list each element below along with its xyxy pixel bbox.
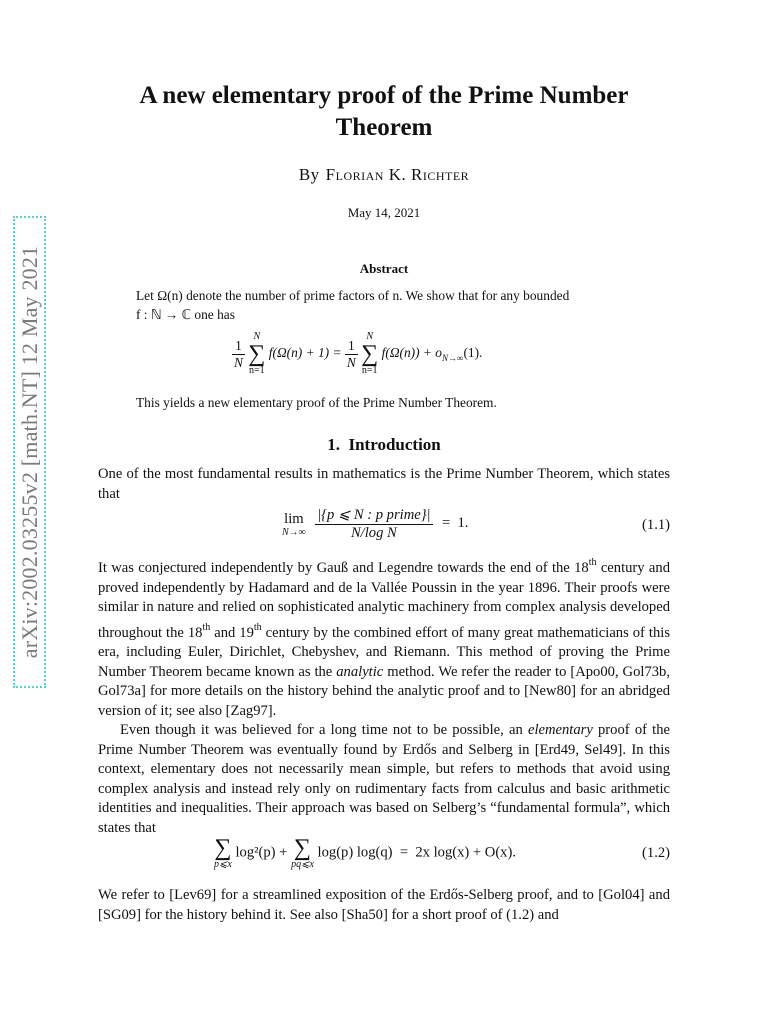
author-line [98, 165, 670, 185]
abstract-eq-rhs-sub: N→∞ [442, 352, 464, 363]
arxiv-stamp[interactable] [13, 216, 46, 688]
paper-title: A new elementary proof of the Prime Number Theorem [139, 82, 629, 141]
abstract-text [136, 286, 636, 324]
abstract-eq-rhs-term: f(Ω(n)) + o [381, 345, 443, 361]
section-heading [98, 435, 670, 455]
eq12-sum-2: ∑ pq⩽x [291, 835, 314, 870]
abstract-eq-frac-left: $\frac{1}{N}$ [234, 337, 243, 370]
abstract-equation [232, 332, 482, 376]
equation-1-2 [98, 836, 670, 882]
eq12-label: (1.2) [642, 845, 670, 861]
abstract-heading: Abstract [359, 261, 409, 276]
paper-date: May 14, 2021 [347, 205, 421, 220]
abstract-eq-sum-left: N ∑ n=1 [248, 331, 266, 376]
eq11-rhs: = 1. [441, 515, 469, 532]
intro-paragraph-4: We refer to [Lev69] for a streamlined exposition of the Erdős-Selberg proof, and to [Gol04] and [SG09] for the history behind it. See also [Sha50] for a short proof of (1.2) and [98, 887, 670, 923]
section-number: 1. [327, 435, 340, 454]
eq11-fraction: $\frac{\text{|\{p ⩽ N : p prime\}|}}{\text{N/log N}}$ [317, 507, 431, 541]
abstract-line-2: f : ℕ → ℂ one has [136, 307, 235, 322]
intro-paragraph-2: It was conjectured independently by Gauß and Legendre towards the end of the 18th century and proved independently by Hadamard and de la Vallée Poussin in the year 1896. Their proofs were similar in nature and relied on sophisticated analytic machinery from complex analysis developed throughout the 18th and 19th century by the combined effort of many great mathematicians of this era, including Euler, Dirichlet, Chebyshev, and Riemann. This method of proving the Prime Number Theorem became known as the analytic method. We refer the reader to [Apo00, Gol73b, Gol73a] for more details on the history behind the analytic proof and to [New80] for an abridged version of it; see also [Zag97]. Even though it was believed for a long time not to be possible, an elementary proof of the Prime Number Theorem was eventually found by Erdős and Selberg in [Erd49, Sel49]. In this context, elementary does not necessarily mean simple, but refers to methods that avoid using complex analysis and instead rely only on rudimentary facts from calculus and basic arithmetic identities and inequalities. Their approach was based on Selberg’s “fundamental formula”, which states that [98, 557, 671, 836]
eq12-sum-1: ∑ p⩽x [214, 835, 232, 870]
eq11-label: (1.1) [642, 517, 670, 533]
eq12-term-2: log(p) log(q) = 2x log(x) + O(x). [317, 844, 516, 861]
section-title: Introduction [348, 435, 441, 454]
abstract-eq-rhs-tail: (1). [463, 345, 483, 361]
intro-paragraph-1: One of the most fundamental results in mathematics is the Prime Number Theorem, which states that [98, 466, 670, 502]
abstract-line-1: Let Ω(n) denote the number of prime factors of n. We show that for any bounded [136, 288, 570, 303]
abstract-eq-lhs-term: f(Ω(n) + 1) = [268, 345, 342, 361]
equation-1-1 [98, 506, 670, 550]
author-name: Florian K. Richter [325, 165, 470, 184]
abstract-eq-sum-right: N ∑ n=1 [361, 331, 379, 376]
author-by: By [298, 165, 320, 184]
arxiv-identifier[interactable]: arXiv:2002.03255v2 [math.NT] 12 May 2021 [16, 245, 42, 659]
abstract-eq-frac-right: $\frac{1}{N}$ [346, 337, 356, 370]
eq11-lim: lim N→∞ [282, 511, 306, 538]
abstract-closing: This yields a new elementary proof of the Prime Number Theorem. [136, 395, 497, 410]
eq12-term-1: log²(p) + [235, 844, 288, 861]
